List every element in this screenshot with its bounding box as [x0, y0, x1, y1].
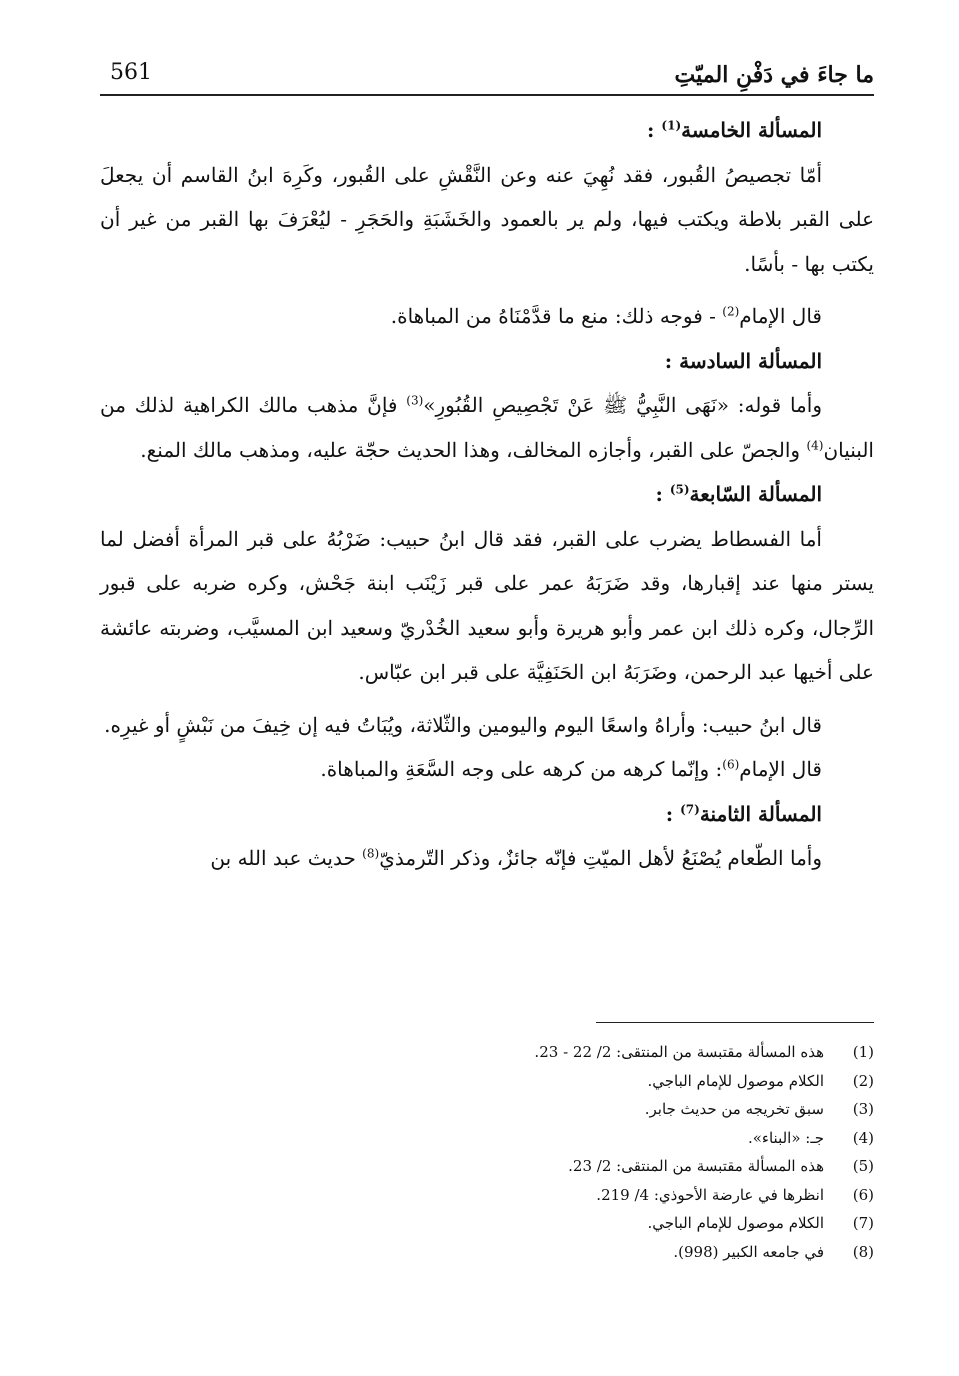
- footnote-text: انظرها في عارضة الأحوذي: 4/ 219.: [596, 1185, 824, 1204]
- section-heading-6: المسألة السادسة :: [664, 348, 822, 373]
- main-text: [100, 108, 874, 881]
- footnote-number: (7): [852, 1214, 874, 1232]
- footnote-text: سبق تخريجه من حديث جابر.: [644, 1100, 824, 1118]
- footnote-number: (5): [852, 1157, 874, 1175]
- footnote-ref-2: (2): [722, 304, 740, 319]
- footnote: [100, 1209, 874, 1238]
- footnote-ref-5: (5): [669, 482, 690, 497]
- paragraph: أمّا تجصيصُ القُبور، فقد نُهِيَ عنه وعن النَّقْشِ على القُبور، وكَرِهَ ابنُ القاسم أن يجعلَ على القبر بلاطة ويكتب فيها، ولم ير بالعمود والخَشَبَةِ والحَجَرِ - ليُعْرَفَ بها القبر من غير أن يكتب بها - بأسًا.: [100, 162, 874, 276]
- footnote-ref-3: (3): [406, 393, 424, 408]
- footnote-ref-8: (8): [362, 846, 380, 861]
- footnote-number: (1): [852, 1043, 874, 1061]
- footnote: [100, 1124, 874, 1153]
- footnote-text: الكلام موصول للإمام الباجي.: [647, 1214, 824, 1232]
- section-heading-7: المسألة السّابعة$^{(5)}$ :: [655, 482, 822, 506]
- section-heading-8: المسألة الثامنة$^{(7)}$ :: [665, 801, 822, 826]
- paragraph: وأما قوله: «نَهَى النَّبِيُّ ﷺ عَنْ تَجْصِيصِ القُبُورِ»$^{(3)}$ فإنَّ مذهب مالك الكراهية لذلك من البنيان$^{(4)}$ والجصّ على القبر، وأجازه المخالف، وهذا الحديث حجّة عليه، ومذهب مالك المنع.: [100, 393, 874, 462]
- footnote-ref-7: (7): [680, 801, 700, 816]
- paragraph: أما الفسطاط يضرب على القبر، فقد قال ابنُ حبيب: ضَرْبُهُ على قبر المرأة أفضل لما يستر منها عند إقبارها، وقد ضَرَبَهُ عمر على قبر زَيْنَب ابنة جَحْش، وكره ضربه على قبور الرِّجال، وكره ذلك ابن عمر وأبو هريرة وأبو سعيد الخُدْريّ وسعيد ابن المسيَّب، وضربته عائشة على أخيها عبد الرحمن، وضَرَبَهُ ابن الحَنَفِيَّة على قبر ابن عبّاس.: [100, 526, 874, 684]
- paragraph: قال الإمام$^{(2)}$ - فوجه ذلك: منع ما قدَّمْنَاهُ من المباهاة.: [390, 304, 822, 328]
- footnote-ref-4: (4): [806, 437, 824, 452]
- footnote-number: (2): [852, 1071, 874, 1090]
- footnote: [100, 1181, 874, 1210]
- running-title: ما جاءَ في دَفْنِ الميّتِ: [674, 62, 874, 88]
- header-rule: [100, 94, 874, 96]
- footnote-number: (6): [852, 1185, 874, 1204]
- footnotes: [100, 1038, 874, 1266]
- footnote-number: (4): [852, 1128, 874, 1147]
- footnote-ref-1: (1): [661, 118, 682, 133]
- footnote-number: (3): [852, 1100, 874, 1118]
- footnote-rule: [596, 1022, 874, 1023]
- footnote: [100, 1095, 874, 1124]
- footnote-text: هذه المسألة مقتبسة من المنتقى: 2/ 23.: [568, 1157, 824, 1175]
- paragraph: وأما الطّعام يُصْنَعُ لأهل الميّتِ فإنّه جائزٌ، وذكر التّرمذيّ$^{(8)}$ حديث عبد الله بن: [210, 846, 822, 870]
- footnote-text: هذه المسألة مقتبسة من المنتقى: 2/ 22 - 23.: [534, 1043, 824, 1061]
- paragraph: قال الإمام$^{(6)}$: وإنّما كرهه من كرهه على وجه السَّعَةِ والمباهاة.: [320, 757, 822, 781]
- page-number: 561: [110, 60, 152, 85]
- section-heading-5: المسألة الخامسة$^{(1)}$ :: [647, 118, 822, 142]
- paragraph: قال ابنُ حبيب: وأراهُ واسعًا اليوم واليومين والثّلاثة، ويُبَاتُ فيه إن خِيفَ من نَبْشٍ أو غيرِه.: [104, 712, 822, 737]
- footnote-text: الكلام موصول للإمام الباجي.: [647, 1071, 824, 1090]
- footnote: [100, 1238, 874, 1267]
- footnote: [100, 1067, 874, 1096]
- page-header: [100, 50, 874, 90]
- footnote-number: (8): [852, 1242, 874, 1261]
- footnote-text: جـ: «البناء».: [747, 1128, 824, 1147]
- footnote: [100, 1038, 874, 1067]
- footnote-text: في جامعه الكبير (998).: [673, 1242, 824, 1261]
- footnote-ref-6: (6): [722, 757, 740, 772]
- footnote: [100, 1152, 874, 1181]
